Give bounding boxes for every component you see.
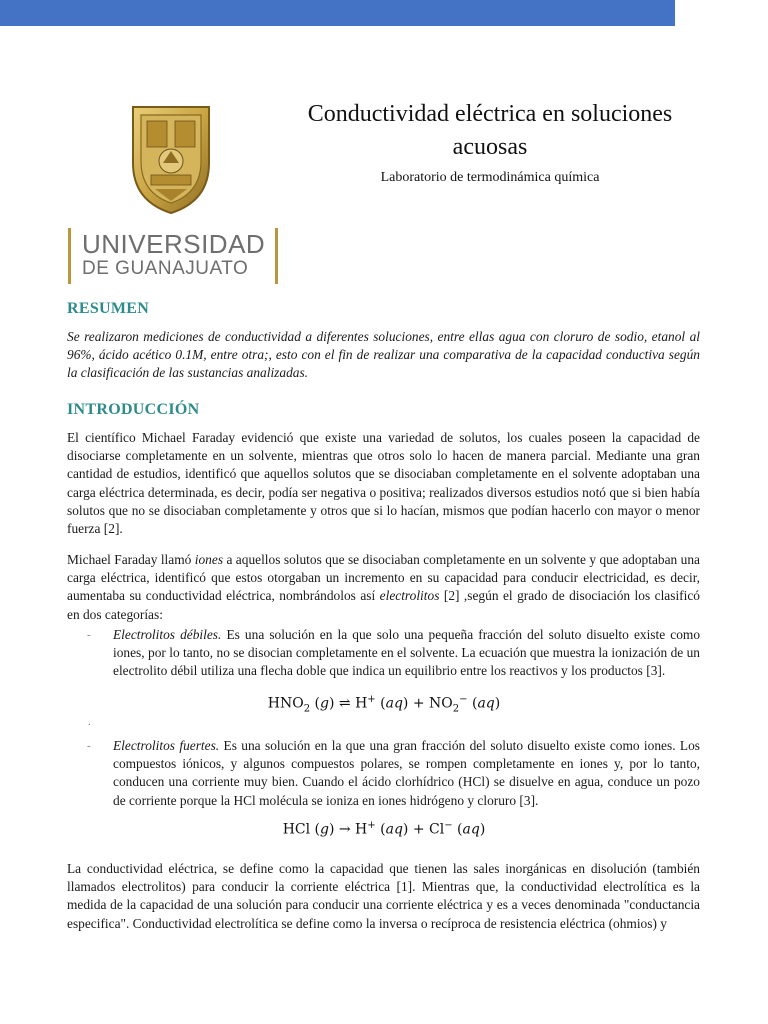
weak-electrolytes-text: Es una solución en la que solo una pequeña fracción del soluto disuelto existe como iones, por lo tanto, no se disocian completamente en el solvente. La ecuación que muestra la ionización de un electrolito débil utiliza una flecha doble que indica un equilibrio entre los reactivos y los productos [3]. <box>113 627 701 679</box>
wordmark-line-1: UNIVERSIDAD <box>82 229 266 259</box>
p2-term-iones: iones <box>194 552 224 567</box>
document-title: Conductividad eléctrica en soluciones acuosas <box>307 101 673 160</box>
intro-paragraph-1: El científico Michael Faraday evidenció que existe una variedad de solutos, los cuales poseen la capacidad de disociarse completamente en un solvente, mientras que otros solo lo hacen de manera parcial. Mediante una gran cantidad de estudios, identificó que aquellos solutos que se disociaban completamente en el solvente adoptaban una carga eléctrica determinada, es decir, podía ser negativa o positiva; realizados diversos estudios notó que si bien había solutos que no se disociaban completamente y otros que si lo hacían, mismos que podían hacerlo con mayor o menor fuerza [2]. <box>67 430 700 537</box>
strong-electrolytes-term: Electrolitos fuertes. <box>113 738 220 753</box>
p2-term-electrolitos: electrolitos <box>379 588 440 604</box>
university-seal-icon <box>125 101 217 216</box>
wordmark-line-2: DE GUANAJUATO <box>82 258 249 279</box>
university-wordmark <box>68 228 278 284</box>
wordmark-left-rule <box>68 228 71 284</box>
resumen-text: Se realizaron mediciones de conductividad a diferentes soluciones, entre ellas agua con cloruro de sodio, etanol al 96%, ácido acético 0.1M, entre otra;, esto con el fin de realizar una comparativa de la capacidad conductiva según la clasificación de las sustancias analizadas. <box>67 329 700 381</box>
intro-paragraph-2 <box>67 551 700 624</box>
list-item-weak-electrolytes <box>67 626 700 681</box>
equation-hno2: $HNO_2$ (g) ⇌ H+ $(aq) + NO_2^-$ (aq) <box>267 694 501 715</box>
document-subtitle: Laboratorio de termodinámica química <box>380 170 600 185</box>
intro-paragraph-3: La conductividad eléctrica, se define como la capacidad que tienen las sales inorgánicas en disolución (también llamados electrolitos) para conducir la corriente eléctrica [1]. Mientras que, la conductividad electrolítica es la medida de la capacidad de una solución para conducir una corriente eléctrica y es a veces denominada "conductancia especifica". Conductividad electrolítica se define como la inversa o recíproca de resistencia eléctrica (ohmios) y <box>67 861 700 931</box>
weak-electrolytes-term: Electrolitos débiles. <box>113 627 222 642</box>
resumen-heading: RESUMEN <box>67 300 150 317</box>
p2-text-b: a aquellos solutos que se disociaban completamente en un solvente y que adoptaban una carga eléctrica, identificó que estos otorgaban un incremento en su capacidad para conducir electricidad, es decir, aumentaba su conductividad eléctrica, nombrándolos así <box>67 552 700 604</box>
introduccion-heading: INTRODUCCIÓN <box>67 401 200 418</box>
p2-text-c: [2] ,según el grado de disociación los clasificó en dos categorías: <box>67 588 700 622</box>
list-bullet: - <box>87 740 91 752</box>
header-accent-bar <box>0 0 675 26</box>
list-item-strong-electrolytes <box>67 737 700 810</box>
empty-list-bullet: . <box>88 716 91 728</box>
p2-text-a: Michael Faraday llamó <box>67 552 195 567</box>
equation-hcl: HCl (g) → H+ (aq) + Cl− (aq) <box>282 820 486 838</box>
wordmark-right-rule <box>275 228 278 284</box>
list-bullet: - <box>87 629 91 641</box>
strong-electrolytes-text: Es una solución en la que una gran fracción del soluto disuelto existe como iones. Los compuestos iónicos, y algunos compuestos polares, se rompen completamente en iones y, por lo tanto, conducen una corriente muy bien. Cuando el ácido clorhídrico (HCl) se disuelve en agua, conduce un pozo de corriente porque la HCl molécula se ioniza en iones hidrógeno y cloruro [3]. <box>113 738 701 808</box>
